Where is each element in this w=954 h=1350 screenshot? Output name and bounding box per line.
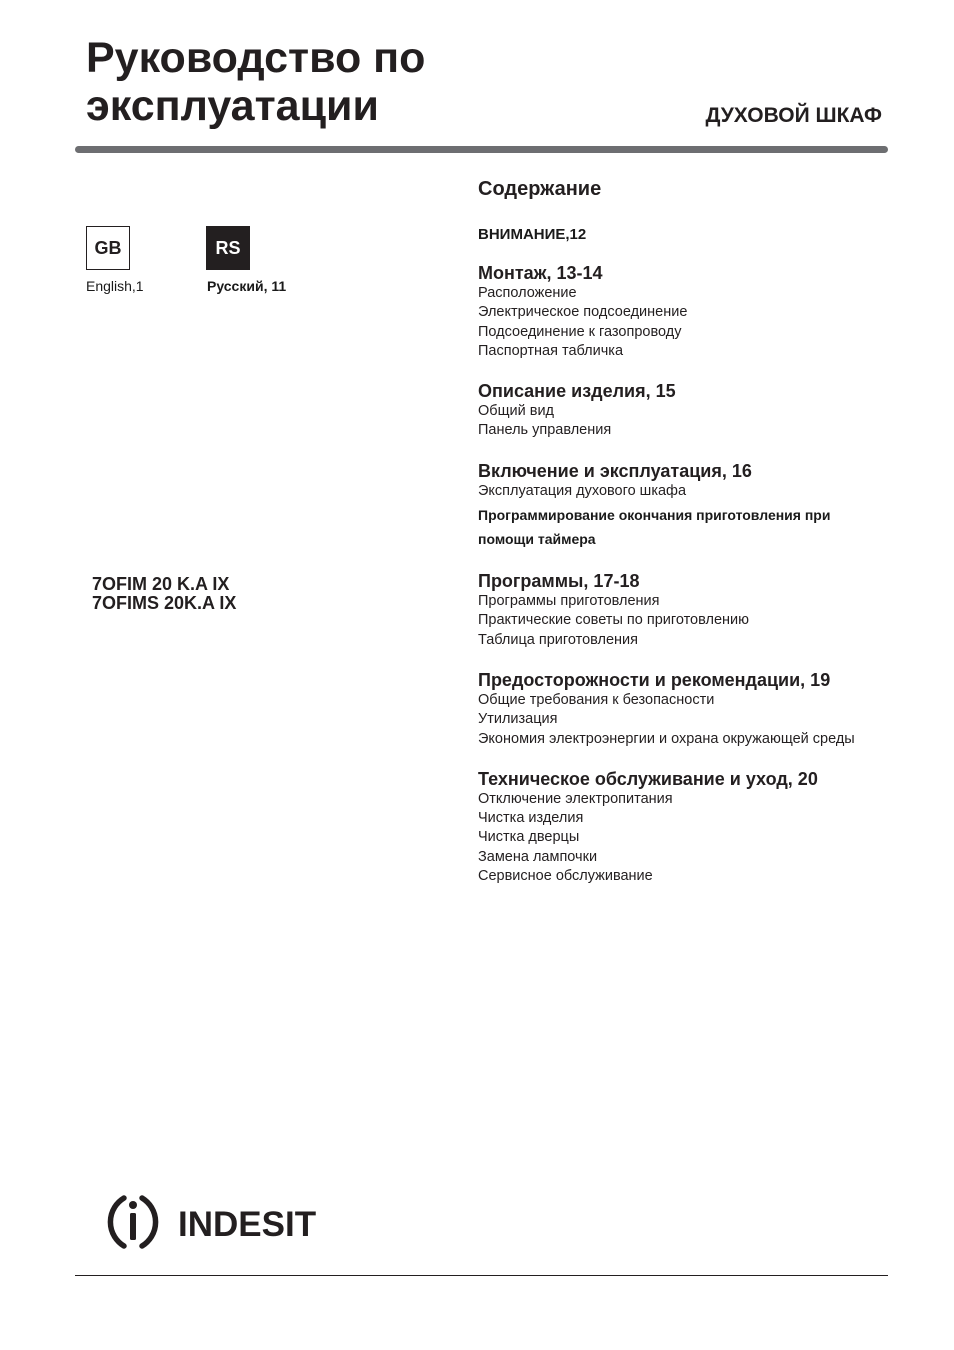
toc-item[interactable]: Электрическое подсоединение — [478, 304, 688, 321]
toc-section-title[interactable]: Техническое обслуживание и уход, 20 — [478, 768, 818, 789]
page-title — [86, 34, 425, 130]
toc-section-operation — [478, 461, 898, 551]
toc-item[interactable]: Практические советы по приготовлению — [478, 612, 749, 629]
toc-attention[interactable]: ВНИМАНИЕ,12 — [478, 226, 587, 243]
toc-item[interactable]: Чистка изделия — [478, 810, 584, 827]
toc-item[interactable]: Эксплуатация духового шкафа — [478, 482, 687, 499]
toc-item[interactable]: Общие требования к безопасности — [478, 691, 715, 708]
toc-section-title[interactable]: Включение и эксплуатация, 16 — [478, 460, 752, 481]
toc-section-programs — [478, 571, 898, 650]
toc-heading: Содержание — [478, 178, 602, 200]
model-list — [92, 575, 236, 613]
toc-item[interactable]: Отключение электропитания — [478, 790, 673, 807]
title-line-1: Руководство по — [86, 34, 426, 82]
toc-item[interactable]: Паспортная табличка — [478, 342, 624, 359]
toc-item[interactable]: Панель управления — [478, 422, 612, 439]
toc-item[interactable]: Замена лампочки — [478, 848, 598, 865]
indesit-logo — [106, 1188, 346, 1254]
toc-item[interactable]: Сервисное обслуживание — [478, 868, 653, 885]
toc-section-installation — [478, 263, 898, 361]
toc-item[interactable]: Программы приготовления — [478, 593, 660, 610]
footer-divider — [75, 1275, 888, 1276]
toc-item[interactable]: Экономия электроэнергии и охрана окружающей среды — [478, 730, 855, 747]
toc-item[interactable]: Расположение — [478, 285, 577, 301]
language-label-gb: English,1 — [86, 278, 144, 294]
toc-section-maintenance — [478, 769, 898, 886]
language-box-rs[interactable]: RS — [206, 226, 250, 270]
toc-section-title[interactable]: Предосторожности и рекомендации, 19 — [478, 669, 831, 690]
toc-item[interactable]: Чистка дверцы — [478, 829, 580, 846]
product-type: ДУХОВОЙ ШКАФ — [705, 104, 882, 127]
model-name: 7OFIMS 20K.A IX — [92, 593, 237, 613]
toc-section-description — [478, 381, 898, 441]
language-box-gb[interactable]: GB — [86, 226, 130, 270]
toc-item-timer-line-1: Программирование окончания приготовления при — [478, 507, 831, 524]
table-of-contents — [478, 178, 898, 906]
toc-section-precautions — [478, 670, 898, 749]
toc-item-timer[interactable] — [478, 501, 898, 551]
toc-item[interactable]: Подсоединение к газопроводу — [478, 323, 682, 340]
header-divider — [75, 146, 888, 153]
toc-item-timer-line-2: помощи таймера — [478, 531, 596, 548]
toc-item[interactable]: Таблица приготовления — [478, 631, 639, 648]
toc-section-title[interactable]: Описание изделия, 15 — [478, 381, 676, 402]
toc-section-title[interactable]: Программы, 17-18 — [478, 571, 640, 592]
toc-item[interactable]: Утилизация — [478, 711, 558, 728]
toc-section-title[interactable]: Монтаж, 13-14 — [478, 263, 603, 283]
language-label-rs: Русский, 11 — [207, 278, 287, 294]
logo-wordmark: INDESIT — [178, 1205, 317, 1244]
title-line-2: эксплуатации — [86, 82, 379, 130]
toc-item[interactable]: Общий вид — [478, 403, 555, 420]
model-name: 7OFIM 20 K.A IX — [92, 574, 230, 594]
